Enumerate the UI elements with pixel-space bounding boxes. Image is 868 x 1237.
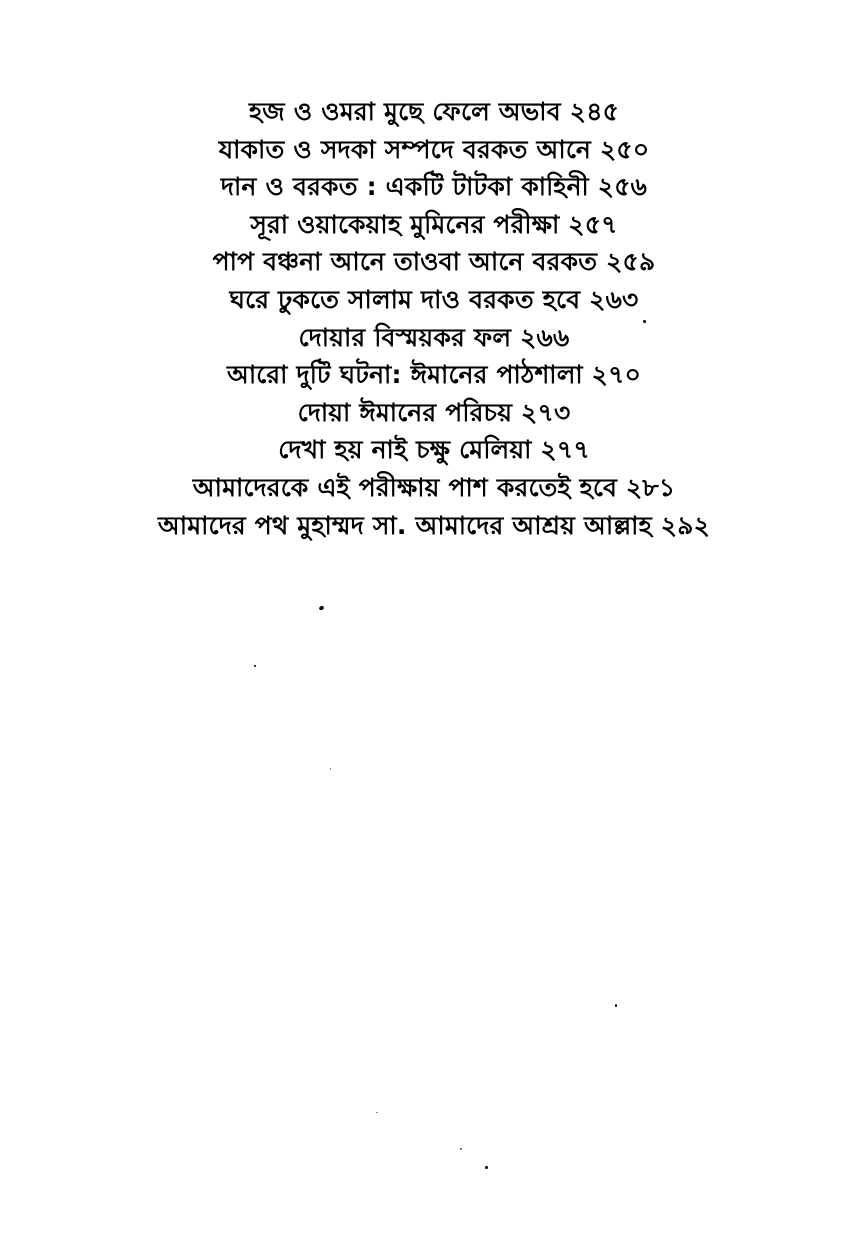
- scan-speck: [643, 320, 646, 323]
- toc-entry: দান ও বরকত : একটি টাটকা কাহিনী ২৫৬: [220, 172, 648, 202]
- scan-speck: [318, 605, 324, 611]
- scan-speck: [376, 1112, 378, 1113]
- toc-entry: ঘরে ঢুকতে সালাম দাও বরকত হবে ২৬৩: [229, 284, 639, 314]
- toc-entry: আরো দুটি ঘটনা: ঈমানের পাঠশালা ২৭০: [226, 360, 642, 390]
- toc-entry: দোয়ার বিস্ময়কর ফল ২৬৬: [298, 322, 570, 352]
- scan-speck: [330, 768, 331, 770]
- scan-speck: [460, 1148, 462, 1150]
- toc-entry: যাকাত ও সদকা সম্পদে বরকত আনে ২৫০: [218, 134, 650, 164]
- toc-entry: পাপ বঞ্চনা আনে তাওবা আনে বরকত ২৫৯: [212, 247, 656, 277]
- table-of-contents: [0, 93, 868, 544]
- toc-entry: হজ ও ওমরা মুছে ফেলে অভাব ২৪৫: [248, 97, 620, 126]
- toc-entry: সূরা ওয়াকেয়াহ মুমিনের পরীক্ষা ২৫৭: [250, 209, 618, 239]
- scan-speck: [254, 665, 256, 667]
- toc-entry: আমাদেরকে এই পরীক্ষায় পাশ করতেই হবে ২৮১: [192, 472, 676, 502]
- scan-speck: [615, 1004, 617, 1007]
- scan-speck: [485, 1166, 488, 1169]
- toc-entry: দোয়া ঈমানের পরিচয় ২৭৩: [297, 397, 571, 427]
- toc-entry: দেখা হয় নাই চক্ষু মেলিয়া ২৭৭: [278, 435, 590, 465]
- toc-entry: আমাদের পথ মুহাম্মদ সা. আমাদের আশ্রয় আল্লাহ ২৯২: [157, 510, 711, 540]
